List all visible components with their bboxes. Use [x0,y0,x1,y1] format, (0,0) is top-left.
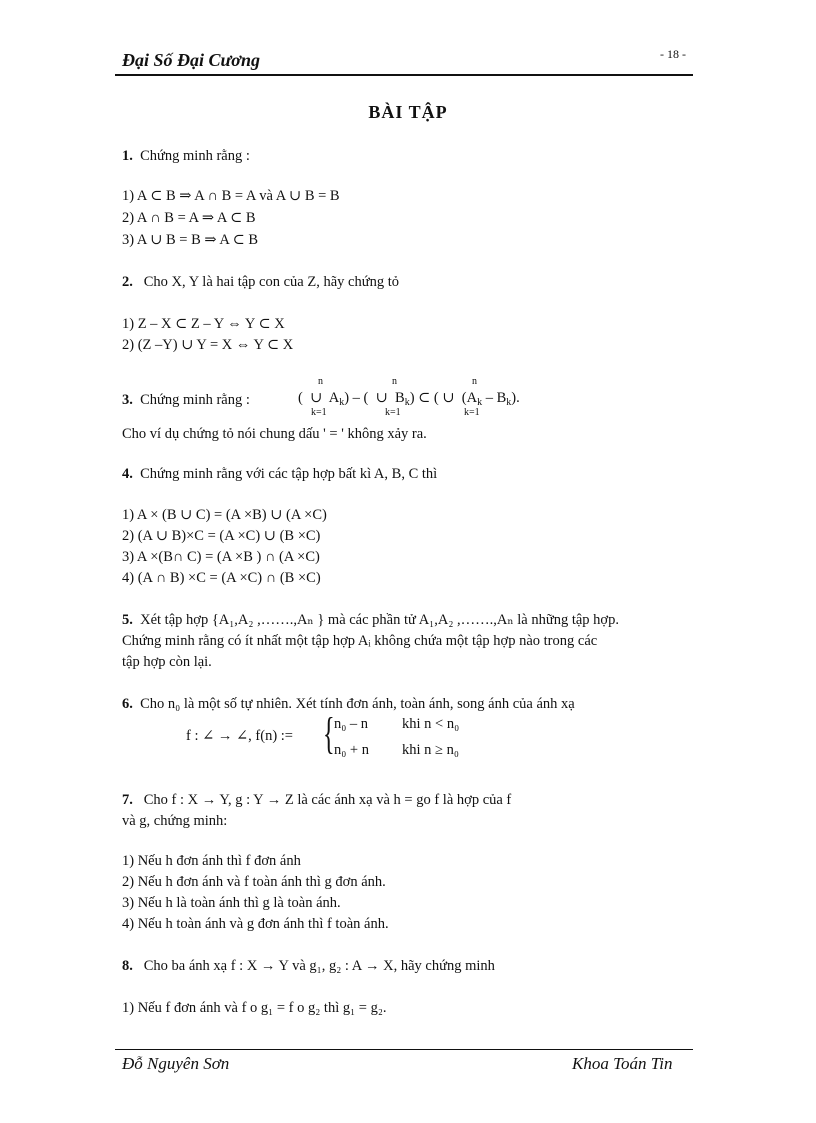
case-2-condition: khi n ≥ n₀ [402,742,459,758]
union-lower-limit: k=1 [385,407,401,418]
exercise-7-line: 7. Cho f : X → Y, g : Y → Z là các ánh xạ và h = go f là hợp của f [122,792,512,808]
exercise-7-item: 3) Nếu h là toàn ánh thì g là toàn ánh. [122,895,341,911]
exercise-5-line: 5. Xét tập hợp {A₁,A₂ ,…….,Aₙ } mà các phần tử A₁,A₂ ,…….,Aₙ là những tập hợp. [122,612,619,628]
exercise-6-prompt: 6. Cho n₀ là một số tự nhiên. Xét tính đơn ánh, toàn ánh, song ánh của ánh xạ [122,696,575,712]
union-upper-limit: n [472,376,477,387]
case-1-condition: khi n < n₀ [402,716,460,732]
cases-brace: { [323,709,335,758]
footer-department: Khoa Toán Tin [572,1054,673,1073]
exercise-4-item: 1) A × (B ∪ C) = (A ×B) ∪ (A ×C) [122,507,327,523]
exercise-5-line: tập hợp còn lại. [122,654,212,670]
exercise-2-prompt: 2. Cho X, Y là hai tập con của Z, hãy chứng tỏ [122,274,399,290]
exercise-2-item: 1) Z – X ⊂ Z – Y ⇔ Y ⊂ X [122,316,285,332]
exercise-4-item: 2) (A ∪ B)×C = (A ×C) ∪ (B ×C) [122,528,321,544]
exercise-5-line: Chứng minh rằng có ít nhất một tập hợp Aᵢ không chứa một tập hợp nào trong các [122,633,598,649]
exercise-3-expression: ( ∪ $A_k$) – ( ∪ $B_k$) ⊂ ( ∪ $(A_k - B_k)$. [298,390,520,408]
exercise-4-item: 4) (A ∩ B) ×C = (A ×C) ∩ (B ×C) [122,570,321,586]
union-upper-limit: n [392,376,397,387]
union-upper-limit: n [318,376,323,387]
union-symbol: ∪ [442,390,455,406]
case-2-expression: n₀ + n [334,742,369,758]
footer-author: Đỗ Nguyên Sơn [122,1054,230,1073]
exercise-3-note: Cho ví dụ chứng tỏ nói chung dấu ' = ' không xảy ra. [122,426,427,442]
header-rule [115,74,693,76]
exercise-7-item: 4) Nếu h toàn ánh và g đơn ánh thì f toàn ánh. [122,916,389,932]
exercise-7-item: 2) Nếu h đơn ánh và f toàn ánh thì g đơn ánh. [122,874,386,890]
exercise-1-item: 2) A ∩ B = A ⇒ A ⊂ B [122,210,256,226]
union-lower-limit: k=1 [464,407,480,418]
exercise-1-prompt: 1. Chứng minh rằng : [122,148,250,164]
page-title: BÀI TẬP [368,102,448,122]
exercise-8-item: 1) Nếu f đơn ánh và f o g₁ = f o g₂ thì g₁ = g₂. [122,1000,387,1016]
exercise-4-prompt: 4. Chứng minh rằng với các tập hợp bất kì A, B, C thì [122,466,438,482]
exercise-1-item: 1) A ⊂ B ⇒ A ∩ B = A và A ∪ B = B [122,188,340,204]
union-symbol: ∪ [310,390,323,406]
exercise-7-item: 1) Nếu h đơn ánh thì f đơn ánh [122,853,301,869]
union-lower-limit: k=1 [311,407,327,418]
exercise-7-line: và g, chứng minh: [122,813,228,829]
document-header-title: Đại Số Đại Cương [122,50,260,70]
footer-rule [115,1049,693,1050]
case-1-expression: n₀ – n [334,716,369,732]
union-symbol: ∪ [375,390,388,406]
function-definition: f : ∠ → ∠, f(n) := [186,728,293,744]
exercise-8-prompt: 8. Cho ba ánh xạ f : X → Y và g₁, g₂ : A → X, hãy chứng minh [122,958,495,974]
exercise-4-item: 3) A ×(B∩ C) = (A ×B ) ∩ (A ×C) [122,549,320,565]
exercise-1-item: 3) A ∪ B = B ⇒ A ⊂ B [122,232,259,248]
exercise-2-item: 2) (Z –Y) ∪ Y = X ⇔ Y ⊂ X [122,337,294,353]
exercise-3-prompt: 3. Chứng minh rằng : [122,392,250,408]
page-number: - 18 - [660,47,686,61]
